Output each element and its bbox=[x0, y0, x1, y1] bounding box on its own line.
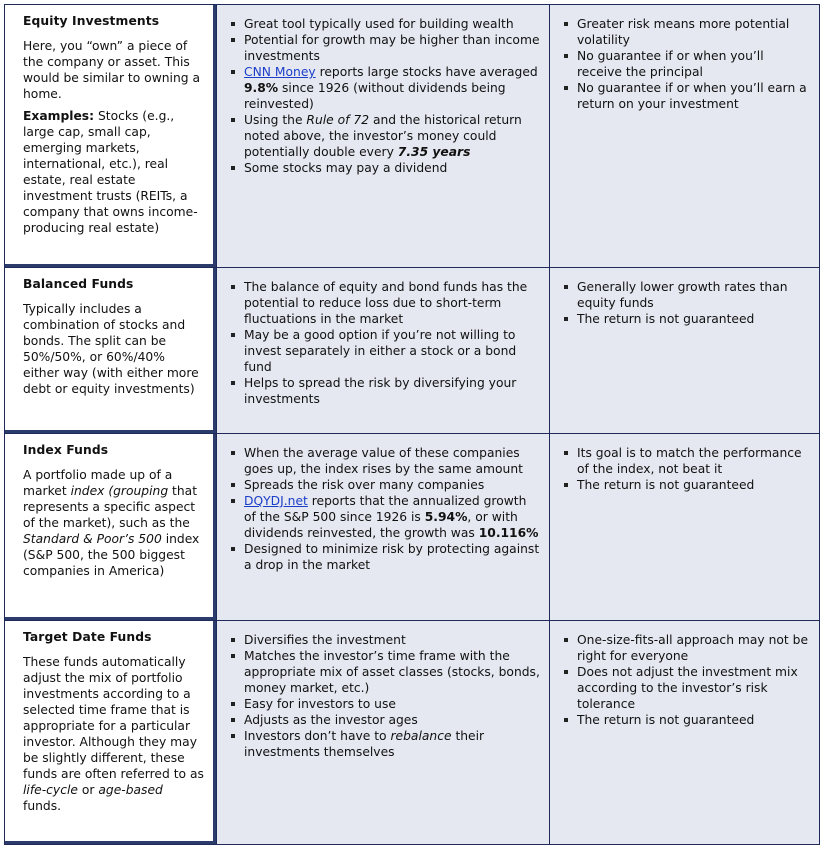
list-item: The return is not guaranteed bbox=[564, 712, 811, 728]
investment-comparison-table bbox=[4, 4, 820, 845]
investment-description: Here, you “own” a piece of the company or asset. This would be similar to owning a home. bbox=[23, 39, 201, 101]
investment-title: Balanced Funds bbox=[23, 277, 134, 291]
list-item-text: Investors don’t have to bbox=[244, 729, 391, 743]
list-item: No guarantee if or when you’ll earn a return on your investment bbox=[564, 80, 811, 112]
list-item: Diversifies the investment bbox=[231, 632, 541, 648]
pros-list bbox=[231, 632, 541, 760]
table-row-target-date-funds bbox=[5, 621, 820, 845]
age-based-term: age-based bbox=[98, 783, 163, 797]
list-item bbox=[231, 64, 541, 112]
list-item bbox=[231, 728, 541, 760]
index-term: index (grouping bbox=[70, 484, 169, 498]
cons-list bbox=[564, 279, 811, 327]
list-item: Spreads the risk over many companies bbox=[231, 477, 541, 493]
description-text: These funds automatically adjust the mix of portfolio investments according to a selected time frame that is appropriate for a particular investor. Although they may be slightly different, these funds are often referred to as bbox=[23, 655, 204, 781]
investment-title: Equity Investments bbox=[23, 14, 160, 28]
life-cycle-term: life-cycle bbox=[23, 783, 78, 797]
cons-cell bbox=[550, 434, 820, 621]
cons-cell bbox=[550, 621, 820, 845]
list-item: The balance of equity and bond funds has the potential to reduce loss due to short-term fluctuations in the market bbox=[231, 279, 541, 327]
pros-list bbox=[231, 279, 541, 407]
investment-type-cell bbox=[5, 621, 217, 845]
list-item: Potential for growth may be higher than income investments bbox=[231, 32, 541, 64]
pros-list bbox=[231, 16, 541, 176]
examples-label: Examples: bbox=[23, 109, 95, 123]
description-text: or bbox=[77, 783, 99, 797]
growth-value: 5.94% bbox=[424, 510, 468, 524]
list-item-text: Using the bbox=[244, 113, 307, 127]
list-item: Designed to minimize risk by protecting against a drop in the market bbox=[231, 541, 541, 573]
table-row-equity-investments bbox=[5, 5, 820, 268]
list-item: No guarantee if or when you’ll receive the principal bbox=[564, 48, 811, 80]
list-item-text: since 1926 (without dividends being reinvested) bbox=[244, 81, 506, 111]
return-value: 9.8% bbox=[244, 81, 279, 95]
list-item-text: and the historical return noted above, the investor’s money could potentially double every bbox=[244, 113, 522, 159]
table-row-index-funds bbox=[5, 434, 820, 621]
examples-text: Stocks (e.g., large cap, small cap, emerging markets, international, etc.), real estate, real estate investment trusts (REITs, a company that owns income-producing real estate) bbox=[23, 109, 198, 235]
rule-of-72-term: Rule of 72 bbox=[306, 113, 370, 127]
list-item: Generally lower growth rates than equity funds bbox=[564, 279, 811, 311]
investment-title: Index Funds bbox=[23, 443, 109, 457]
investment-type-cell bbox=[5, 434, 217, 621]
list-item: The return is not guaranteed bbox=[564, 477, 811, 493]
list-item: One-size-fits-all approach may not be right for everyone bbox=[564, 632, 811, 664]
growth-value-reinvested: 10.116% bbox=[478, 526, 539, 540]
cons-list bbox=[564, 632, 811, 728]
pros-cell bbox=[217, 621, 550, 845]
sp500-term: Standard & Poor’s 500 bbox=[23, 532, 162, 546]
description-text: funds. bbox=[23, 799, 62, 813]
list-item: Greater risk means more potential volatility bbox=[564, 16, 811, 48]
investment-description: Typically includes a combination of stocks and bonds. The split can be 50%/50%, or 60%/40% either way (with either more debt or equity investments) bbox=[23, 302, 199, 396]
doubling-years-value: 7.35 years bbox=[397, 145, 471, 159]
cnn-money-link[interactable]: CNN Money bbox=[244, 65, 316, 79]
cons-cell bbox=[550, 268, 820, 434]
rebalance-term: rebalance bbox=[390, 729, 452, 743]
list-item: Some stocks may pay a dividend bbox=[231, 160, 541, 176]
investment-title: Target Date Funds bbox=[23, 630, 152, 644]
description-text: index (S&P 500, the 500 biggest companies in America) bbox=[23, 532, 200, 578]
investment-description bbox=[23, 654, 204, 814]
description-text: that represents a specific aspect of the market), such as the bbox=[23, 484, 198, 530]
cons-list bbox=[564, 445, 811, 493]
list-item: Great tool typically used for building wealth bbox=[231, 16, 541, 32]
pros-cell bbox=[217, 268, 550, 434]
list-item-text: reports large stocks have averaged bbox=[315, 65, 538, 79]
list-item: Helps to spread the risk by diversifying your investments bbox=[231, 375, 541, 407]
list-item: Matches the investor’s time frame with the appropriate mix of asset classes (stocks, bonds, money market, etc.) bbox=[231, 648, 541, 696]
dqydj-link[interactable]: DQYDJ.net bbox=[244, 494, 308, 508]
investment-examples bbox=[23, 108, 204, 236]
list-item-text: reports that the annualized growth of the S&P 500 since 1926 is bbox=[244, 494, 527, 524]
list-item: When the average value of these companies goes up, the index rises by the same amount bbox=[231, 445, 541, 477]
list-item: Its goal is to match the performance of the index, not beat it bbox=[564, 445, 811, 477]
list-item bbox=[231, 112, 541, 160]
investment-type-cell bbox=[5, 5, 217, 268]
list-item: Adjusts as the investor ages bbox=[231, 712, 541, 728]
pros-cell bbox=[217, 434, 550, 621]
list-item: May be a good option if you’re not willing to invest separately in either a stock or a bond fund bbox=[231, 327, 541, 375]
list-item: Easy for investors to use bbox=[231, 696, 541, 712]
list-item-text: their investments themselves bbox=[244, 729, 485, 759]
list-item: Does not adjust the investment mix according to the investor’s risk tolerance bbox=[564, 664, 811, 712]
cons-cell bbox=[550, 5, 820, 268]
pros-list bbox=[231, 445, 541, 573]
list-item: The return is not guaranteed bbox=[564, 311, 811, 327]
investment-type-cell bbox=[5, 268, 217, 434]
description-text: A portfolio made up of a market bbox=[23, 468, 173, 498]
table-row-balanced-funds bbox=[5, 268, 820, 434]
cons-list bbox=[564, 16, 811, 112]
investment-description bbox=[23, 467, 204, 579]
pros-cell bbox=[217, 5, 550, 268]
list-item bbox=[231, 493, 541, 541]
list-item-text: , or with dividends reinvested, the growth was bbox=[244, 510, 518, 540]
